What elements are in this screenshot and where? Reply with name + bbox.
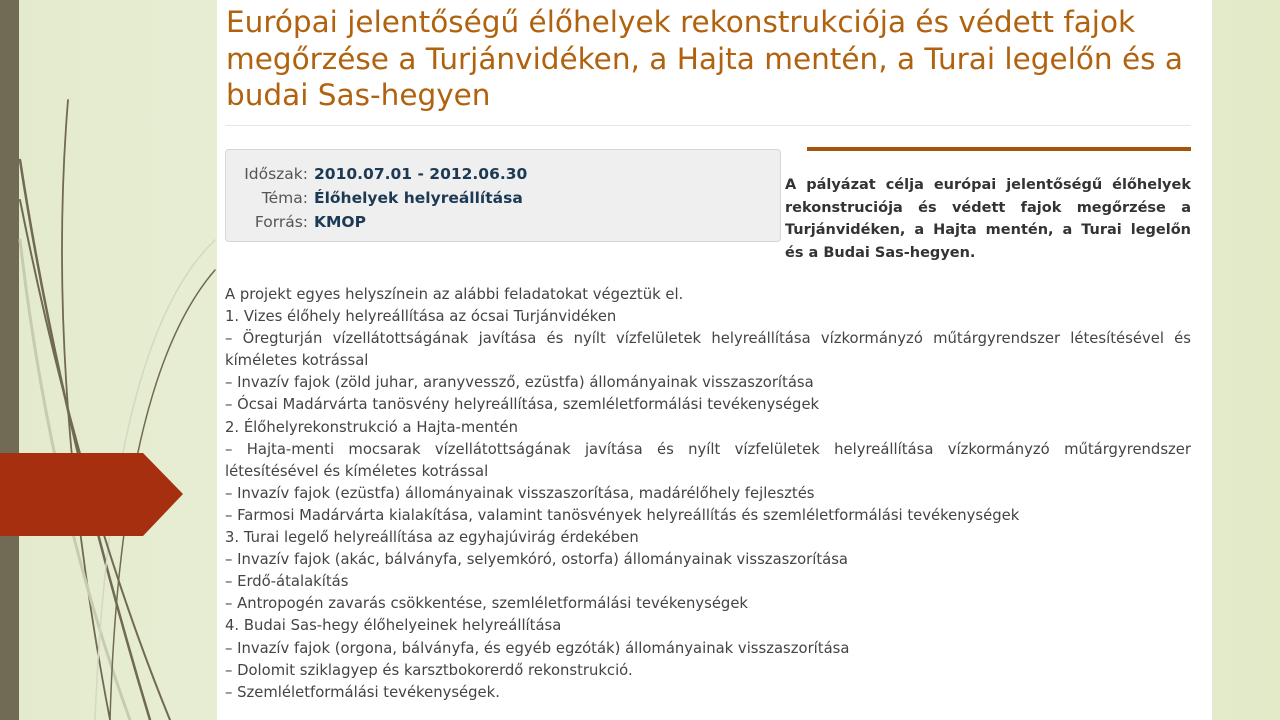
info-row (226, 210, 780, 234)
info-value: Élőhelyek helyreállítása (314, 189, 523, 207)
task-line: – Szemléletformálási tevékenységek. (225, 683, 500, 701)
task-line: – Antropogén zavarás csökkentése, szemléletformálási tevékenységek (225, 595, 748, 613)
task-line: – Invazív fajok (orgona, bálványfa, és egyéb egzóták) állományainak visszaszorítása (225, 639, 850, 657)
task-line: – Invazív fajok (zöld juhar, aranyvessző, ezüstfa) állományainak visszaszorítása (225, 374, 814, 392)
task-line: – Ócsai Madárvárta tanösvény helyreállítása, szemléletformálási tevékenységek (225, 396, 820, 414)
project-info-box (225, 149, 781, 242)
info-label: Időszak: (244, 165, 308, 183)
task-line: 2. Élőhelyrekonstrukció a Hajta-mentén (225, 418, 519, 436)
task-line: – Öregturján vízellátottságának javítása és nyílt vízfelületek helyreállítása vízkormányzó műtárgyrendszer létesítésével és kíméletes kotrással (225, 330, 1191, 370)
task-line: 4. Budai Sas-hegy élőhelyeinek helyreállítása (225, 617, 562, 635)
info-row (226, 186, 780, 210)
info-value: 2010.07.01 - 2012.06.30 (314, 165, 528, 183)
task-line: – Dolomit sziklagyep és karsztbokorerdő rekonstrukció. (225, 661, 633, 679)
info-label: Téma: (261, 189, 308, 207)
accent-rule (807, 147, 1191, 151)
info-value: KMOP (314, 213, 366, 231)
info-label: Forrás: (254, 213, 308, 231)
task-line: – Invazív fajok (ezüstfa) állományainak visszaszorítása, madárélőhely fejlesztés (225, 484, 815, 502)
task-line: – Invazív fajok (akác, bálványfa, selyemkóró, ostorfa) állományainak visszaszorítása (225, 551, 849, 569)
info-row (226, 162, 780, 186)
red-arrow-shape (0, 453, 183, 536)
webpage-screenshot (217, 0, 1212, 720)
task-line: A projekt egyes helyszínein az alábbi feladatokat végeztük el. (225, 286, 684, 303)
project-summary: A pályázat célja európai jelentőségű élőhelyek rekonstruciója és védett fajok megőrzése a Turjánvidéken, a Hajta mentén, a Turai legelőn és a Budai Sas-hegyen. (785, 177, 1191, 261)
task-line: 3. Turai legelő helyreállítása az egyhajúvirág érdekében (225, 529, 639, 547)
page-title: Európai jelentőségű élőhelyek rekonstrukciója és védett fajok megőrzése a Turjánvidéken, a Hajta mentén, a Turai legelőn és a budai Sas-hegyen (226, 5, 1183, 112)
divider (225, 125, 1191, 126)
task-line: – Farmosi Madárvárta kialakítása, valamint tanösvények helyreállítás és szemléletformálási tevékenységek (225, 506, 1020, 524)
task-list (225, 284, 1191, 704)
task-line: – Hajta-menti mocsarak vízellátottságának javítása és nyílt vízfelületek helyreállítása vízkormányzó műtárgyrendszer létesítésével és kíméletes kotrással (225, 440, 1191, 480)
task-line: – Erdő-átalakítás (225, 573, 349, 591)
task-line: 1. Vizes élőhely helyreállítása az ócsai Turjánvidéken (225, 308, 617, 326)
grass-decoration (0, 0, 230, 720)
